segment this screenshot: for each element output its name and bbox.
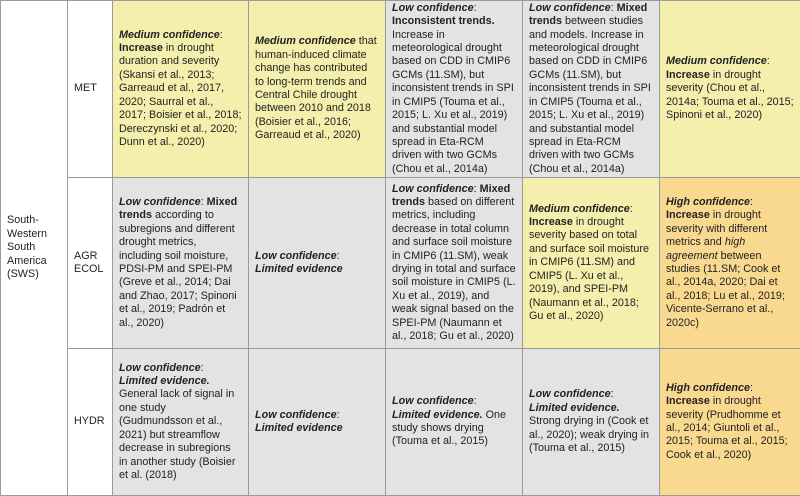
cell-text-run: Increase [666,69,710,81]
cell-text-run: Low confidence [255,409,337,421]
cell-text-run: between studies and models. Increase in meteorological drought based on CDD in CMIP6 GCMs (11.SM), but inconsistent trends in SPI in CMIP5 (Touma et al., 2015; L. Xu et al., 2019) and substantial model spread in Eta-RCM driven with two GCMs (Chou et al., 2014a) [529,15,651,174]
cell-text-run: that human-induced climate change has contributed to long-term trends and Central Chile drought between 2010 and 2018 (Boisier et al., 2016; Garreaud et al., 2020) [255,35,377,141]
cell-text-run: : [201,362,204,374]
cell-hydr-5 [660,349,800,496]
row-type-agr-ecol: AGR ECOL [68,178,113,349]
cell-met-4 [523,1,660,178]
cell-text-run: : [611,388,614,400]
cell-text-run: Limited evidence [255,263,343,275]
cell-text-run: Increase [666,395,710,407]
cell-text-run: Medium confidence [529,203,630,215]
cell-hydr-2 [249,349,386,496]
cell-text-run: Medium confidence [119,29,220,41]
cell-text-run: : [474,2,477,14]
cell-text-run: Low confidence [255,250,337,262]
cell-agr-5 [660,178,800,349]
cell-text-run: Strong drying in (Cook et al., 2020); weak drying in (Touma et al., 2015) [529,415,649,454]
row-type-hydr: HYDR [68,349,113,496]
cell-agr-3 [386,178,523,349]
cell-text-run: Increase [529,216,573,228]
cell-text-run: in drought severity (Prudhomme et al., 2014; Giuntoli et al., 2015; Touma et al., 2015; Cook et al., 2020) [666,395,788,461]
cell-agr-4 [523,178,660,349]
cell-text-run: Medium confidence [255,35,356,47]
cell-text-run: Inconsistent trends. [392,15,495,27]
cell-text-run: Low confidence [119,196,201,208]
cell-met-2 [249,1,386,178]
table-row-agr-ecol [1,178,800,349]
cell-text-run: Medium confidence [666,55,767,67]
cell-text-run: Limited evidence. [392,409,483,421]
table-row-hydr [1,349,800,496]
cell-text-run: : [474,395,477,407]
cell-text-run: Limited evidence. [529,402,620,414]
cell-text-run: : [201,196,207,208]
cell-text-run: Low confidence [392,2,474,14]
cell-text-run: : [611,2,617,14]
cell-text-run: in drought severity with different metrics and [666,209,767,248]
cell-text-run: : [337,250,340,262]
cell-text-run: Limited evidence [255,422,343,434]
cell-text-run: in drought severity (Chou et al., 2014a; Touma et al., 2015; Spinoni et al., 2020) [666,69,794,121]
cell-text-run: in drought duration and severity (Skansi et al., 2013; Garreaud et al., 2017, 2020; Saurral et al., 2017; Boisier et al., 2018; Dereczynski et al., 2020; Dunn et al., 2020) [119,42,241,148]
cell-text-run: between studies (11.SM; Cook et al., 2014a, 2020; Dai et al., 2018; Lu et al., 2019; Vicente-Serrano et al., 2020c) [666,250,785,329]
cell-text-run: Low confidence [392,395,474,407]
cell-text-run: Low confidence [392,183,474,195]
cell-text-run: : [474,183,480,195]
cell-text-run: Increase [119,42,163,54]
cell-hydr-4 [523,349,660,496]
cell-met-3 [386,1,523,178]
region-label: South-Western South America (SWS) [1,1,68,496]
cell-text-run: : [220,29,223,41]
cell-text-run: High confidence [666,382,750,394]
cell-agr-2 [249,178,386,349]
cell-text-run: Low confidence [529,388,611,400]
cell-text-run: according to subregions and different drought metrics, including soil moisture, PDSI-PM and SPEI-PM (Greve et al., 2014; Dai and Zhao, 2017; Spinoni et al., 2019; Padrón et al., 2020) [119,209,237,328]
row-type-met: MET [68,1,113,178]
cell-text-run: : [767,55,770,67]
cell-text-run: Mixed trends [119,196,237,221]
table-row-met [1,1,800,178]
cell-agr-1 [113,178,249,349]
cell-text-run: Increase in meteorological drought based on CDD in CMIP6 GCMs (11.SM), but inconsistent trends in SPI in CMIP5 (Touma et al., 2015; L. Xu et al., 2019) and substantial model spread in Eta-RCM driven with two GCMs (Chou et al., 2014a) [392,29,514,175]
cell-text-run: : [750,196,753,208]
cell-hydr-3 [386,349,523,496]
cell-text-run: Low confidence [529,2,611,14]
cell-met-1 [113,1,249,178]
cell-text-run: in drought severity based on total and surface soil moisture in CMIP6 (11.SM) and CMIP5 (L. Xu et al., 2019), and SPEI-PM (Naumann et al., 2018; Gu et al., 2020) [529,216,649,322]
cell-text-run: high agreement [666,236,745,261]
cell-text-run: Mixed trends [529,2,647,27]
cell-met-5 [660,1,800,178]
cell-text-run: : [750,382,753,394]
cell-hydr-1 [113,349,249,496]
cell-text-run: High confidence [666,196,750,208]
cell-text-run: One study shows drying (Touma et al., 2015) [392,409,506,448]
cell-text-run: Mixed trends [392,183,510,208]
cell-text-run: : [630,203,633,215]
cell-text-run: Increase [666,209,710,221]
cell-text-run: General lack of signal in one study (Gudmundsson et al., 2021) but streamflow decrease in subregions in another study (Boisier et al. (2018) [119,388,235,480]
cell-text-run: Limited evidence. [119,375,210,387]
cell-text-run: Low confidence [119,362,201,374]
cell-text-run: based on different metrics, including decrease in total column and surface soil moisture in CMIP6 (11.SM), weak drying in total and surface soil moisture in CMIP5 (L. Xu et al., 2019), and weak signal based on the SPEI-PM (Naumann et al., 2018; Gu et al., 2020) [392,196,516,342]
cell-text-run: : [337,409,340,421]
